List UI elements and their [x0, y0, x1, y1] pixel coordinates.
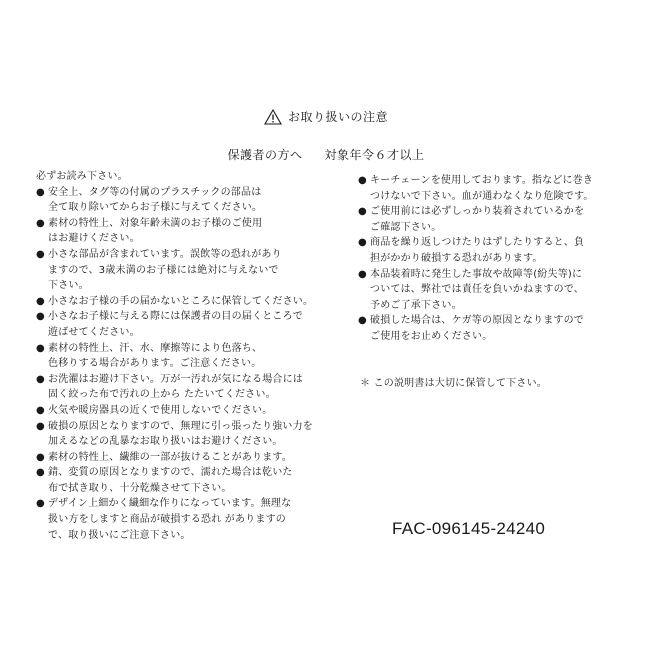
caution-item-line: ますので、3歳未満のお子様には絶対に与えないで: [48, 264, 279, 276]
caution-item: [358, 235, 626, 266]
caution-item-line: 錆、変質の原因となりますので、濡れた場合は乾いた: [48, 467, 293, 479]
caution-item: [36, 403, 336, 419]
caution-item-line: ご使用をお止めください。: [370, 330, 493, 342]
caution-item-line: 破損の原因となりますので、無理に引っ張ったり強い力を: [48, 420, 313, 432]
caution-item: [36, 341, 336, 372]
caution-item-line: 破損した場合は、ケガ等の原因となりますので: [370, 315, 584, 327]
caution-item: [36, 294, 336, 310]
caution-item-line: 素材の特性上、対象年齢未満のお子様のご使用: [48, 217, 263, 229]
caution-item-line: ご確認下さい。: [370, 221, 442, 233]
caution-item-line: 小さなお子様の手の届かないところに保管してください。: [48, 295, 314, 307]
target-age-label: 対象年令６才以上: [324, 148, 425, 162]
bullet-icon: ●: [358, 237, 367, 249]
caution-item: [36, 247, 336, 294]
bullet-icon: ●: [358, 315, 367, 327]
bullet-icon: ●: [36, 467, 45, 479]
caution-item: [36, 216, 336, 247]
bullet-icon: ●: [36, 451, 45, 463]
caution-item-line: 安全上、タグ等の付属のプラスチックの部品は: [48, 186, 262, 198]
caution-item: [36, 450, 336, 466]
caution-item: [36, 419, 336, 450]
caution-item-line: つけないで下さい。血が通わなくなり危険です。: [370, 190, 594, 202]
right-column: [358, 173, 626, 345]
caution-item: [358, 313, 626, 344]
caution-item: [36, 185, 336, 216]
caution-item-line: 遊ばせてください。: [48, 326, 140, 338]
caution-item-line: はお避けください。: [48, 233, 140, 245]
caution-item: [36, 465, 336, 496]
bullet-icon: ●: [36, 311, 45, 323]
bullet-icon: ●: [36, 217, 45, 229]
caution-item: [358, 267, 626, 314]
guardian-label: 保護者の方へ: [227, 148, 303, 162]
caution-item: [36, 372, 336, 403]
caution-item-line: ご使用前には必ずしっかり装着されているかを: [370, 206, 585, 218]
caution-item-line: 下さい。: [48, 280, 89, 292]
bullet-icon: ●: [36, 248, 45, 260]
caution-item-line: 全て取り除いてからお子様に与えてください。: [48, 202, 263, 214]
caution-item: [36, 309, 336, 340]
caution-item-line: 素材の特性上、繊維の一部が抜けることがあります。: [48, 451, 292, 463]
caution-item-line: 担がかかり破損する恐れがあります。: [370, 252, 543, 264]
caution-item-line: 小さなお子様に与える際には保護者の目の届くところで: [48, 311, 303, 323]
bullet-icon: ●: [358, 206, 367, 218]
bullet-icon: ●: [36, 342, 45, 354]
caution-item: [358, 204, 626, 235]
caution-item-line: 扱い方をしますと商品が破損する恐れ がありますの: [48, 514, 286, 526]
bullet-icon: ●: [36, 186, 45, 198]
bullet-icon: ●: [358, 268, 367, 280]
caution-item-line: 小さな部品が含まれています。誤飲等の恐れがあり: [48, 248, 282, 260]
caution-item-line: 火気や暖房器具の近くで使用しないでください。: [48, 404, 273, 416]
caution-item-line: 本品装着時に発生した事故や故障等(紛失等)に: [370, 268, 583, 280]
caution-item-line: お洗濯はお避け下さい。万が一汚れが気になる場合には: [48, 373, 303, 385]
page-title: お取り扱いの注意: [287, 110, 388, 124]
caution-item-line: 商品を繰り返しつけたりはずしたりすると、負: [370, 237, 585, 249]
caution-item-line: 固く絞った布で汚れの上から たたいてください。: [48, 389, 276, 401]
warning-triangle-icon: [264, 109, 282, 125]
caution-item-line: キーチェーンを使用しております。指などに巻き: [370, 175, 594, 186]
caution-item-line: ついては、弊社では責任を負いかねますので、: [370, 284, 584, 296]
bullet-icon: ●: [36, 295, 45, 307]
bullet-icon: ●: [358, 175, 367, 186]
left-column: [36, 169, 336, 543]
caution-item-line: 素材の特性上、汗、水、摩擦等により色落ち、: [48, 342, 263, 354]
caution-item-line: 布で拭き取り、十分乾燥させて下さい。: [48, 482, 232, 494]
caution-item: [36, 496, 336, 543]
caution-item-line: で、取り扱いにご注意下さい。: [48, 529, 191, 541]
bullet-icon: ●: [36, 420, 45, 432]
bullet-icon: ●: [36, 404, 45, 416]
product-code: FAC-096145-24240: [392, 519, 546, 538]
caution-item-line: 加えるなどの乱暴なお取り扱いはお避けください。: [48, 436, 283, 448]
bullet-icon: ●: [36, 373, 45, 385]
caution-item-line: デザイン上細かく繊細な作りになっています。無理な: [48, 498, 292, 510]
bullet-icon: ●: [36, 498, 45, 510]
title-row: [0, 108, 652, 125]
caution-item: [358, 173, 626, 204]
intro-text: 必ずお読み下さい。: [36, 171, 128, 182]
target-audience-row: [0, 146, 652, 163]
caution-item-line: 色移りする場合があります。ご注意ください。: [48, 358, 262, 370]
caution-item-line: 予めご了承下さい。: [370, 299, 462, 311]
storage-note: ＊ この説明書は大切に保管して下さい。: [360, 378, 547, 389]
